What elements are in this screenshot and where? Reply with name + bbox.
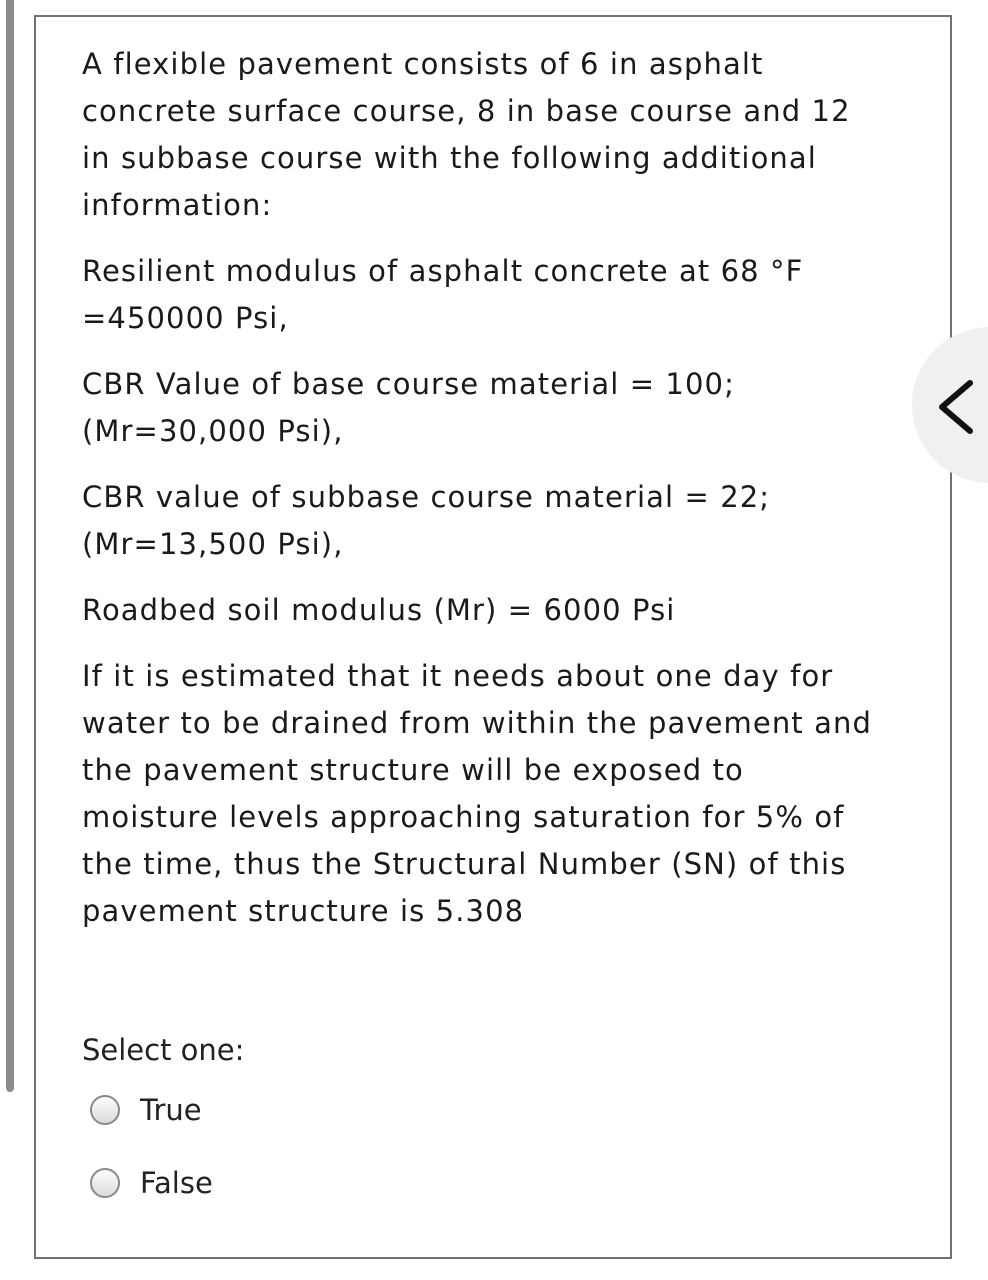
option-true-label[interactable]: True <box>140 1093 202 1127</box>
question-paragraph: Resilient modulus of asphalt concrete at 68 °F =450000 Psi, <box>82 254 804 335</box>
question-paragraph: A flexible pavement consists of 6 in asphalt concrete surface course, 8 in base course and 12 in subbase course with the following additional information: <box>82 47 851 222</box>
question-paragraph: If it is estimated that it needs about one day for water to be drained from within the pavement and the pavement structure will be exposed to moisture levels approaching saturation for 5% of the time, thus the Structural Number (SN) of this pavement structure is 5.308 <box>82 659 872 928</box>
select-one-label: Select one: <box>82 1033 245 1067</box>
question-card <box>34 15 952 1259</box>
scrollbar[interactable] <box>6 0 14 1092</box>
question-text <box>82 41 882 954</box>
radio-true[interactable] <box>90 1095 120 1125</box>
question-paragraph: Roadbed soil modulus (Mr) = 6000 Psi <box>82 593 676 627</box>
option-true[interactable] <box>90 1093 202 1127</box>
option-false[interactable] <box>90 1166 213 1200</box>
option-false-label[interactable]: False <box>140 1166 213 1200</box>
radio-false[interactable] <box>90 1168 120 1198</box>
question-paragraph: CBR Value of base course material = 100; (Mr=30,000 Psi), <box>82 367 735 448</box>
chevron-left-icon[interactable] <box>936 379 976 435</box>
question-paragraph: CBR value of subbase course material = 22; (Mr=13,500 Psi), <box>82 480 771 561</box>
